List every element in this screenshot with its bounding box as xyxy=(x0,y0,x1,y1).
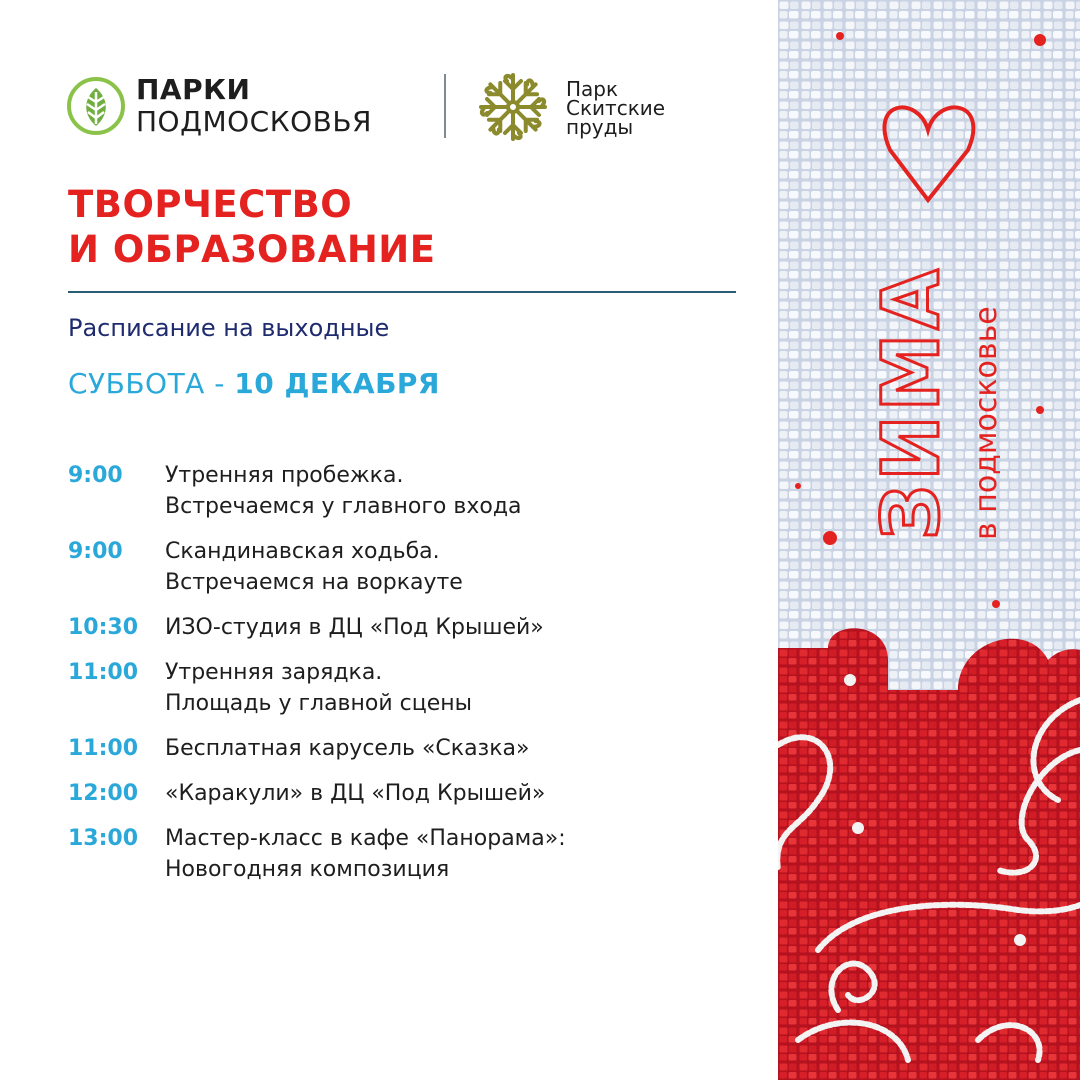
schedule-line: Скандинавская ходьба. xyxy=(165,539,440,564)
schedule-line: Встречаемся у главного входа xyxy=(165,494,522,519)
schedule-description xyxy=(165,460,522,522)
schedule-item xyxy=(68,823,748,885)
schedule-list xyxy=(68,460,748,899)
date-value: 10 ДЕКАБРЯ xyxy=(234,367,440,400)
schedule-description xyxy=(165,657,472,719)
parks-brand xyxy=(136,73,373,138)
schedule-line: ИЗО-студия в ДЦ «Под Крышей» xyxy=(165,615,544,640)
title-line-1: ТВОРЧЕСТВО xyxy=(68,183,353,226)
logo-separator xyxy=(444,74,446,138)
schedule-description xyxy=(165,733,529,764)
schedule-line: Утренняя пробежка. xyxy=(165,463,404,488)
schedule-time: 9:00 xyxy=(68,463,123,488)
schedule-description xyxy=(165,823,566,885)
schedule-item xyxy=(68,536,748,598)
schedule-item xyxy=(68,612,748,643)
brand-line-1: ПАРКИ xyxy=(136,73,251,106)
divider xyxy=(68,291,736,293)
schedule-time: 13:00 xyxy=(68,826,139,851)
schedule-time: 10:30 xyxy=(68,615,139,640)
schedule-line: «Каракули» в ДЦ «Под Крышей» xyxy=(165,781,546,806)
park-name xyxy=(566,77,666,139)
schedule-time: 12:00 xyxy=(68,781,139,806)
schedule-line: Бесплатная карусель «Сказка» xyxy=(165,736,530,761)
date-separator: - xyxy=(204,367,235,400)
date-line xyxy=(68,367,440,400)
snowflake-logo-icon xyxy=(472,66,554,148)
mosaic-banner-art xyxy=(778,0,1080,1080)
winter-banner xyxy=(778,0,1080,1080)
brand-line-2: ПОДМОСКОВЬЯ xyxy=(136,105,373,138)
banner-subtitle: в подмосковье xyxy=(969,306,1004,540)
schedule-item xyxy=(68,657,748,719)
section-title xyxy=(68,182,436,272)
subtitle: Расписание на выходные xyxy=(68,314,390,342)
park-name-line-1: Парк xyxy=(566,77,619,101)
schedule-item xyxy=(68,733,748,764)
schedule-line: Новогодняя композиция xyxy=(165,857,450,882)
parks-leaf-logo-icon xyxy=(66,76,126,136)
schedule-item xyxy=(68,460,748,522)
schedule-time: 9:00 xyxy=(68,539,123,564)
schedule-time: 11:00 xyxy=(68,736,139,761)
schedule-item xyxy=(68,778,748,809)
schedule-description xyxy=(165,778,545,809)
schedule-line: Мастер-класс в кафе «Панорама»: xyxy=(165,826,566,851)
park-name-line-3: пруды xyxy=(566,115,634,139)
schedule-line: Площадь у главной сцены xyxy=(165,691,473,716)
schedule-time: 11:00 xyxy=(68,660,139,685)
schedule-description xyxy=(165,536,463,598)
schedule-line: Встречаемся на воркауте xyxy=(165,570,463,595)
weekday: СУББОТА xyxy=(68,367,205,400)
schedule-line: Утренняя зарядка. xyxy=(165,660,383,685)
schedule-description xyxy=(165,612,544,643)
banner-word: ЗИМА xyxy=(867,265,957,540)
park-name-line-2: Скитские xyxy=(566,96,666,120)
title-line-2: И ОБРАЗОВАНИЕ xyxy=(68,228,436,271)
